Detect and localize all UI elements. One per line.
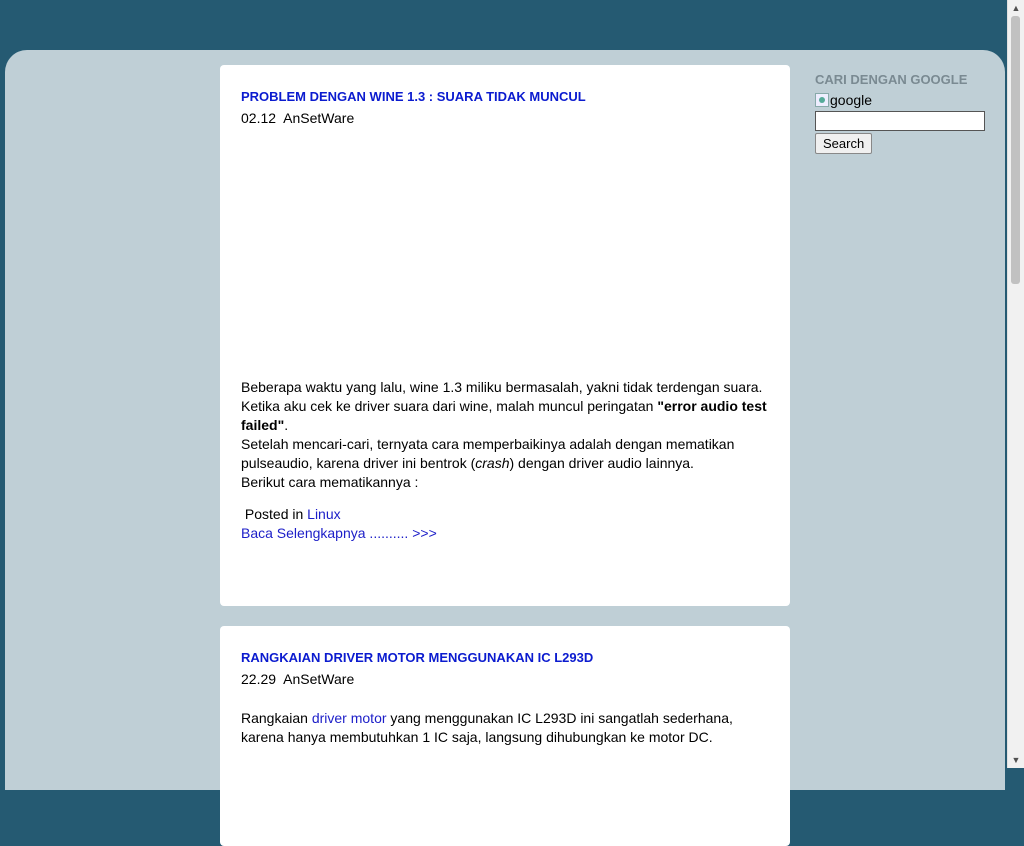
- post-meta: [241, 670, 769, 689]
- ad-space: [241, 128, 769, 378]
- post-wine: [220, 65, 790, 606]
- paragraph-text: ) dengan driver audio lainnya.: [509, 455, 694, 471]
- post-author: AnSetWare: [283, 110, 355, 126]
- post-paragraph: Berikut cara mematikannya :: [241, 474, 419, 490]
- scroll-down-arrow-icon[interactable]: ▼: [1011, 755, 1021, 765]
- google-alt-text: google: [830, 92, 873, 108]
- google-logo-image: [815, 92, 990, 108]
- post-title-link[interactable]: RANGKAIAN DRIVER MOTOR MENGGUNAKAN IC L293D: [241, 650, 594, 665]
- search-button[interactable]: Search: [815, 133, 872, 154]
- search-input[interactable]: [815, 111, 985, 131]
- post-paragraph: [241, 435, 769, 473]
- post-title-link[interactable]: PROBLEM DENGAN WINE 1.3 : SUARA TIDAK MUNCUL: [241, 89, 586, 104]
- sidebar-title: CARI DENGAN GOOGLE: [815, 72, 968, 87]
- paragraph-text: Setelah mencari-cari, ternyata cara memperbaikinya adalah dengan mematikan pulseaudio, karena driver ini bentrok (: [241, 436, 735, 471]
- post-paragraph: [241, 709, 769, 747]
- crash-text: crash: [475, 455, 510, 471]
- posted-in-label: Posted in: [244, 506, 304, 522]
- post-body: [241, 378, 769, 492]
- driver-motor-link[interactable]: driver motor: [311, 710, 387, 726]
- paragraph-text: .: [284, 417, 289, 433]
- post-labels: [241, 505, 769, 524]
- post-time: 22.29: [241, 671, 277, 687]
- read-more-link[interactable]: Baca Selengkapnya .......... >>>: [241, 525, 437, 541]
- error-message-text: "error audio test failed": [241, 398, 767, 433]
- scroll-up-arrow-icon[interactable]: ▲: [1011, 3, 1021, 13]
- post-motor-driver: [220, 626, 790, 846]
- post-paragraph: [241, 378, 769, 435]
- label-link-linux[interactable]: Linux: [307, 506, 341, 522]
- paragraph-text: yang menggunakan IC L293D ini sangatlah sederhana, karena hanya membutuhkan 1 IC saja, langsung dihubungkan ke motor DC.: [241, 710, 733, 745]
- post-time: 02.12: [241, 110, 277, 126]
- page-container: [5, 50, 1005, 790]
- sidebar: [815, 72, 990, 154]
- paragraph-text: Rangkaian: [241, 710, 312, 726]
- paragraph-text: Beberapa waktu yang lalu, wine 1.3 miliku bermasalah, yakni tidak terdengan suara. Ketika aku cek ke driver suara dari wine, malah muncul peringatan: [241, 379, 763, 414]
- broken-image-icon: [815, 93, 829, 107]
- post-author: AnSetWare: [283, 671, 355, 687]
- post-body: [241, 709, 769, 747]
- scrollbar[interactable]: [1007, 0, 1024, 768]
- post-meta: [241, 109, 769, 128]
- scroll-thumb[interactable]: [1011, 16, 1020, 284]
